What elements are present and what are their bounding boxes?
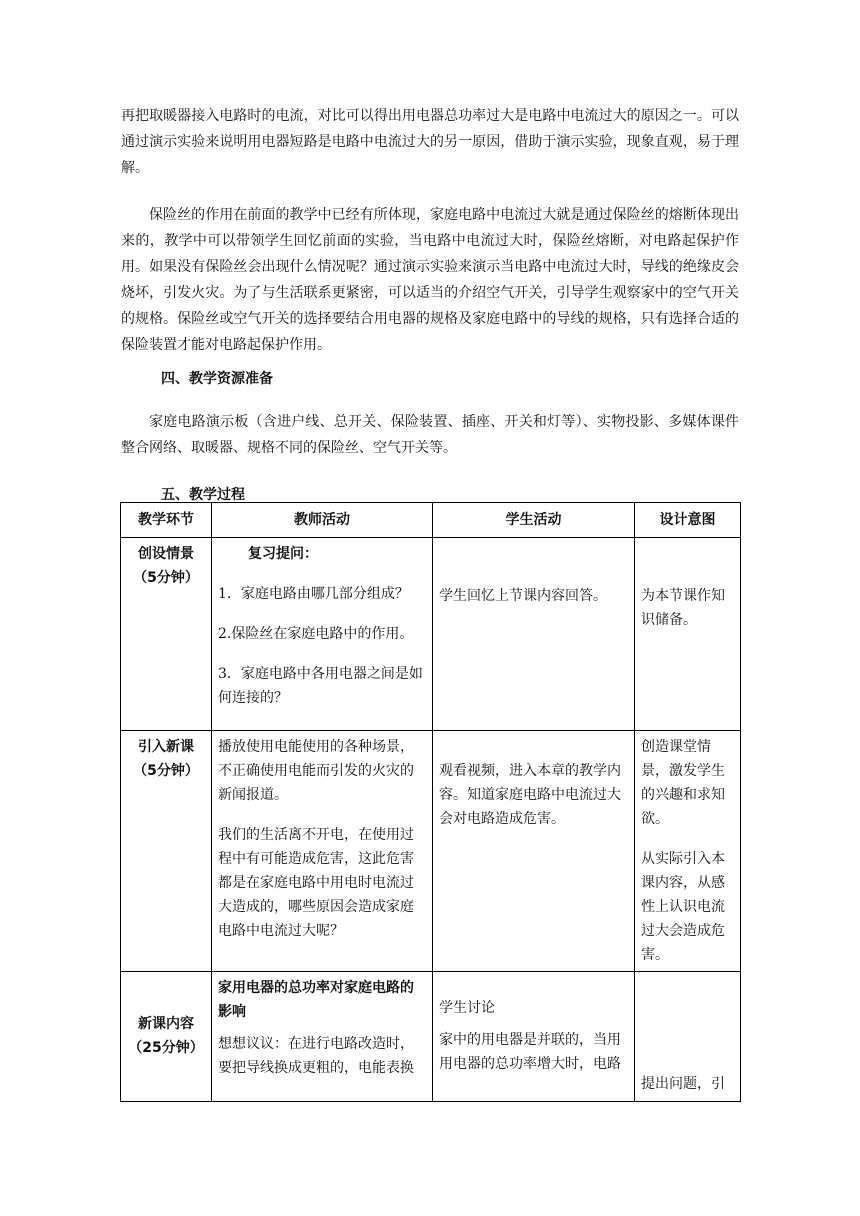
teacher-item: 我们的生活离不开电，在使用过程中有可能造成危害，这此危害都是在家庭电路中用电时电流过大造成的，哪些原因会造成家庭电路中电流过大呢？: [218, 827, 414, 939]
intent-cell: [635, 538, 741, 731]
teacher-item: 想想议议：在进行电路改造时，要把导线换成更粗的，电能表换: [218, 1036, 414, 1076]
intent-text: 从实际引入本课内容，从感性上认识电流过大会造成危害。: [641, 851, 725, 963]
paragraph-continuation: 再把取暖器接入电路时的电流，对比可以得出用电器总功率过大是电路中电流过大的原因之一。可以通过演示实验来说明用电器短路是电路中电流过大的另一原因，借助于演示实验，现象直观，易于理解。: [121, 108, 739, 176]
student-text: 家中的用电器是并联的，当用用电器的总功率增大时，电路: [439, 1032, 621, 1072]
table-header-row: [121, 503, 741, 538]
paragraph-fuse-function: 保险丝的作用在前面的教学中已经有所体现，家庭电路中电流过大就是通过保险丝的熔断体现出来的，教学中可以带领学生回忆前面的实验，当电路中电流过大时，保险丝熔断，对电路起保护作用。如果没有保险丝会出现什么情况呢？通过演示实验来演示当电路中电流过大时，导线的绝缘皮会烧坏，引发火灾。为了与生活联系更紧密，可以适当的介绍空气开关，引导学生观察家中的空气开关的规格。保险丝或空气开关的选择要结合用电器的规格及家庭电路中的导线的规格，只有选择合适的保险装置才能对电路起保护作用。: [121, 207, 739, 353]
intent-cell: [635, 972, 741, 1102]
header-stage: 教学环节: [121, 503, 212, 538]
teacher-cell: [212, 538, 433, 731]
student-cell: [433, 731, 635, 972]
teacher-cell: [212, 972, 433, 1102]
intent-cell: [635, 731, 741, 972]
student-cell: [433, 538, 635, 731]
stage-cell: [121, 972, 212, 1102]
teacher-title: 家用电器的总功率对家庭电路的影响: [218, 980, 414, 1020]
stage-name: 新课内容: [138, 1016, 194, 1032]
header-student: 学生活动: [433, 503, 635, 538]
table-row: [121, 731, 741, 972]
table-row: [121, 538, 741, 731]
heading-process: 五、教学过程: [161, 487, 245, 503]
stage-cell: [121, 731, 212, 972]
intent-text: 为本节课作知识储备。: [641, 588, 725, 628]
intent-text: 创造课堂情景，激发学生的兴趣和求知欲。: [641, 739, 725, 827]
teacher-item: 播放使用电能使用的各种场景，不正确使用电能而引发的火灾的新闻报道。: [218, 739, 414, 803]
stage-name: 创设情景: [138, 546, 194, 562]
teacher-title: 复习提问：: [248, 546, 318, 562]
intent-text: 提出问题，引: [641, 1076, 725, 1092]
table-row: [121, 972, 741, 1102]
header-teacher: 教师活动: [212, 503, 433, 538]
heading-resources: 四、教学资源准备: [161, 371, 273, 387]
stage-name: 引入新课: [138, 739, 194, 755]
student-text: 观看视频，进入本章的教学内容。知道家庭电路中电流过大会对电路造成危害。: [439, 763, 621, 827]
stage-duration: （25分钟）: [128, 1040, 204, 1056]
stage-duration: （5分钟）: [133, 763, 199, 779]
teacher-item: 3．家庭电路中各用电器之间是如何连接的？: [218, 666, 423, 706]
stage-duration: （5分钟）: [133, 570, 199, 586]
teacher-item: 2.保险丝在家庭电路中的作用。: [218, 626, 414, 642]
student-text: 学生回忆上节课内容回答。: [439, 588, 607, 604]
teacher-cell: [212, 731, 433, 972]
lesson-process-table: [120, 502, 741, 1102]
student-cell: [433, 972, 635, 1102]
header-intent: 设计意图: [635, 503, 741, 538]
student-title: 学生讨论: [439, 1000, 495, 1016]
paragraph-resources: 家庭电路演示板（含进户线、总开关、保险装置、插座、开关和灯等）、实物投影、多媒体课件整合网络、取暖器、规格不同的保险丝、空气开关等。: [121, 414, 739, 456]
teacher-item: 1．家庭电路由哪几部分组成？: [218, 586, 409, 602]
stage-cell: [121, 538, 212, 731]
